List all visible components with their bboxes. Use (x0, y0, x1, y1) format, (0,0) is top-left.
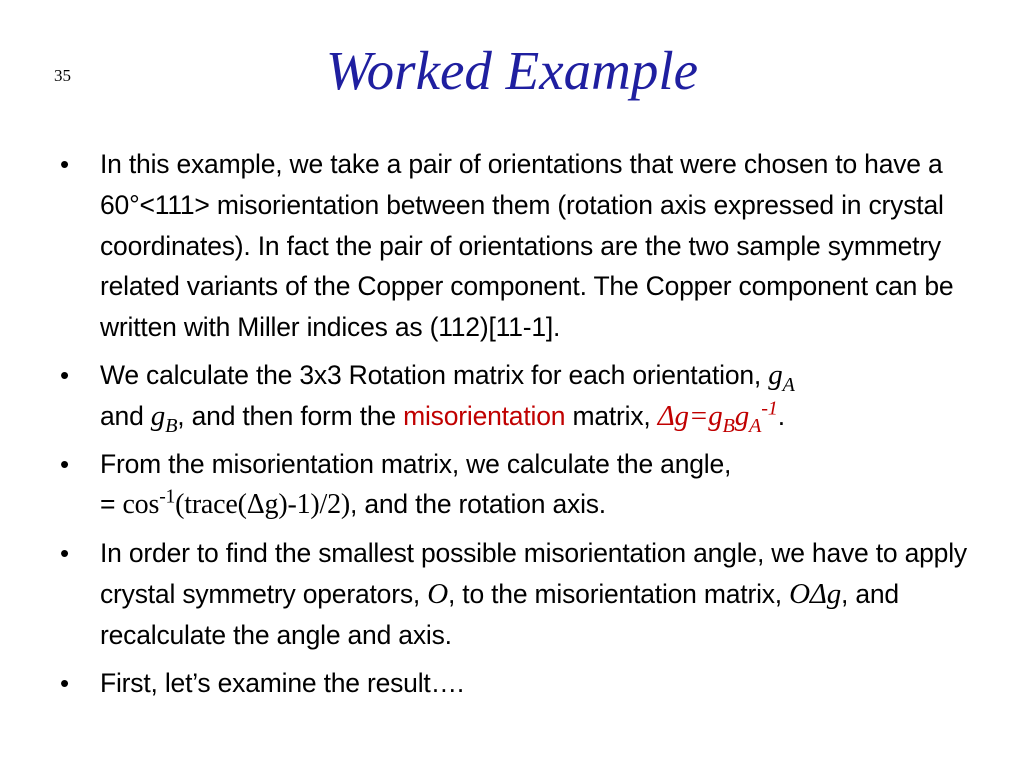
bullet-text: In this example, we take a pair of orientations that were chosen to have a 60°<111> misorientation between them (rotation axis expressed in crystal coordinates). In fact the pair of orientations are the two sample symmetry related variants of the Copper component. The Copper component can be written with Miller indices as (112)[11-1]. (100, 149, 954, 343)
bullet-dot-icon: • (60, 448, 69, 479)
bullet-dot-icon: • (60, 538, 69, 569)
bullet-text: , and recalculate the angle and axis. (100, 578, 899, 650)
math-subscript: A (782, 373, 795, 396)
math-subscript: B (722, 414, 735, 437)
math-symbol: g (768, 358, 783, 391)
bullet-text: From the misorientation matrix, we calculate the angle, (100, 448, 732, 479)
bullet-item (60, 444, 1000, 527)
bullet-list (60, 144, 1000, 710)
bullet-item (60, 663, 1000, 704)
bullet-item (60, 144, 1000, 348)
bullet-dot-icon: • (60, 149, 69, 179)
math-superscript: -1 (761, 397, 778, 420)
math-symbol: g (734, 399, 750, 432)
bullet-text: We calculate the 3x3 Rotation matrix for each orientation, (100, 359, 769, 390)
math-symbol: cos (122, 489, 160, 521)
bullet-text: and (100, 400, 151, 431)
math-subscript: A (749, 414, 762, 437)
math-ODg: OΔg (789, 577, 842, 610)
math-symbol: g (150, 399, 166, 432)
angle-formula (122, 489, 350, 520)
bullet-text: , to the misorientation matrix, (447, 578, 790, 609)
math-superscript: -1 (159, 487, 176, 509)
bullet-text: , and then form the (177, 400, 404, 431)
bullet-text: matrix, (565, 400, 658, 431)
slide-number: 35 (54, 66, 71, 85)
slide-title: Worked Example (325, 40, 699, 101)
misorientation-formula (657, 397, 778, 437)
bullet-dot-icon: • (60, 667, 69, 698)
math-O: O (427, 577, 448, 610)
bullet-item (60, 355, 1000, 437)
bullet-dot-icon: • (60, 359, 69, 390)
bullet-text: In order to find the smallest possible misorientation angle, we have to apply crystal symmetry operators, (100, 538, 967, 609)
bullet-text: . (777, 400, 785, 431)
math-symbol: (trace(Δg)-1)/2) (175, 489, 351, 521)
math-gA (768, 358, 795, 396)
bullet-text: = (100, 489, 123, 520)
bullet-text: First, let’s examine the result…. (100, 667, 465, 698)
math-symbol: Δg=g (657, 399, 723, 432)
bullet-item (60, 533, 1000, 655)
misorientation-highlight: misorientation (403, 400, 566, 431)
bullet-text: , and the rotation axis. (350, 489, 606, 520)
math-gB (150, 399, 178, 437)
math-subscript: B (165, 414, 178, 437)
